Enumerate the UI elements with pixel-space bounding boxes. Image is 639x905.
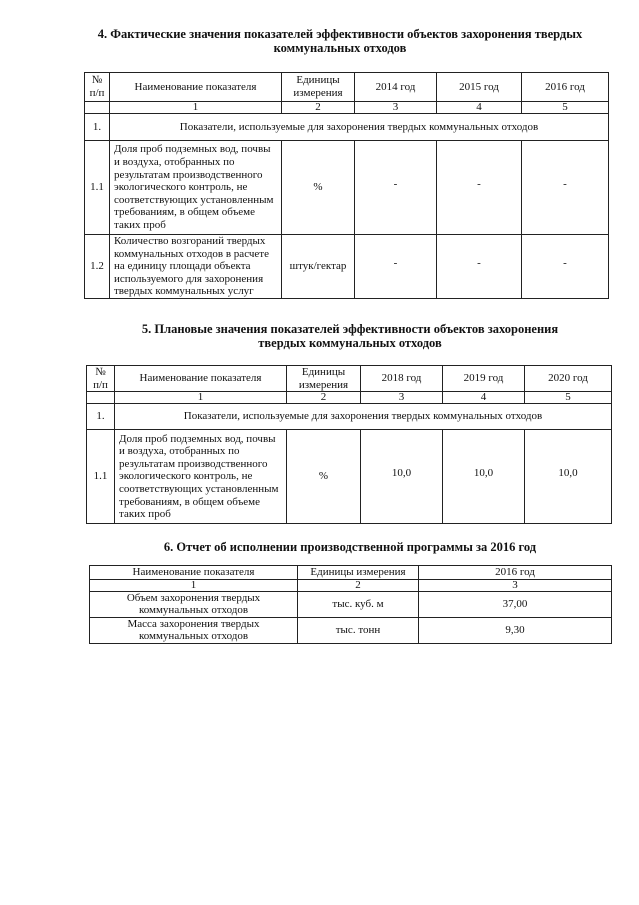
group-row	[87, 404, 612, 430]
col-header-unit: Единицы измерения	[282, 73, 355, 102]
index-cell: 4	[437, 102, 522, 114]
col-header-unit: Единицы измерения	[298, 566, 419, 580]
col-header-year: 2016 год	[419, 566, 612, 580]
row-value: -	[522, 235, 609, 299]
row-unit: тыс. тонн	[298, 617, 419, 643]
row-name: Масса захоронения твердых коммунальных отходов	[90, 617, 298, 643]
section4-title: 4. Фактические значения показателей эффективности объектов захоронения твердых коммунальных отходов	[97, 27, 583, 55]
group-num: 1.	[87, 404, 115, 430]
row-value: 10,0	[361, 430, 443, 524]
row-name: Объем захоронения твердых коммунальных отходов	[90, 591, 298, 617]
table-row	[90, 591, 612, 617]
col-header-year1: 2018 год	[361, 366, 443, 392]
col-header-name: Наименование показателя	[110, 73, 282, 102]
table-row	[85, 235, 609, 299]
group-label: Показатели, используемые для захоронения твердых коммунальных отходов	[115, 404, 612, 430]
section5-table	[86, 365, 612, 524]
row-name: Количество возгораний твердых коммунальных отходов в расчете на единицу площади объекта используемого для захоронения твердых коммунальных услуг	[110, 235, 282, 299]
col-header-year2: 2019 год	[443, 366, 525, 392]
row-value: -	[437, 235, 522, 299]
row-value: -	[355, 235, 437, 299]
index-cell: 3	[361, 392, 443, 404]
index-cell: 1	[90, 579, 298, 591]
section6-title: 6. Отчет об исполнении производственной программы за 2016 год	[163, 540, 537, 554]
row-value: -	[522, 141, 609, 235]
index-row	[87, 392, 612, 404]
section6-table	[89, 565, 612, 644]
row-unit: тыс. куб. м	[298, 591, 419, 617]
col-header-name: Наименование показателя	[90, 566, 298, 580]
index-cell: 2	[287, 392, 361, 404]
section4-table	[84, 72, 609, 299]
col-header-year1: 2014 год	[355, 73, 437, 102]
row-num: 1.1	[87, 430, 115, 524]
col-header-num: № п/п	[85, 73, 110, 102]
col-header-name: Наименование показателя	[115, 366, 287, 392]
row-unit: %	[287, 430, 361, 524]
table-header-row	[90, 566, 612, 580]
group-row	[85, 114, 609, 141]
row-value: 10,0	[443, 430, 525, 524]
section5-title: 5. Плановые значения показателей эффективности объектов захоронения твердых коммунальных отходов	[141, 322, 559, 350]
index-cell	[87, 392, 115, 404]
row-unit: %	[282, 141, 355, 235]
index-cell: 1	[110, 102, 282, 114]
col-header-num: № п/п	[87, 366, 115, 392]
row-num: 1.2	[85, 235, 110, 299]
group-label: Показатели, используемые для захоронения твердых коммунальных отходов	[110, 114, 609, 141]
col-header-year2: 2015 год	[437, 73, 522, 102]
table-row	[90, 617, 612, 643]
table-row	[87, 430, 612, 524]
table-header-row	[87, 366, 612, 392]
col-header-year3: 2020 год	[525, 366, 612, 392]
col-header-year3: 2016 год	[522, 73, 609, 102]
index-cell: 3	[419, 579, 612, 591]
table-header-row	[85, 73, 609, 102]
row-unit: штук/гектар	[282, 235, 355, 299]
table-row	[85, 141, 609, 235]
col-header-unit: Единицы измерения	[287, 366, 361, 392]
index-cell: 3	[355, 102, 437, 114]
row-name: Доля проб подземных вод, почвы и воздуха, отобранных по результатам производственного экологического контроль, не соответствующих установленным требованиям, в общем объеме таких проб	[115, 430, 287, 524]
index-cell: 5	[525, 392, 612, 404]
row-value: 10,0	[525, 430, 612, 524]
index-cell: 1	[115, 392, 287, 404]
row-value: 9,30	[419, 617, 612, 643]
index-cell: 5	[522, 102, 609, 114]
group-num: 1.	[85, 114, 110, 141]
row-name: Доля проб подземных вод, почвы и воздуха, отобранных по результатам производственного экологического контроль, не соответствующих установленным требованиям, в общем объеме таких проб	[110, 141, 282, 235]
row-num: 1.1	[85, 141, 110, 235]
index-cell: 2	[298, 579, 419, 591]
index-cell	[85, 102, 110, 114]
index-cell: 4	[443, 392, 525, 404]
index-row	[90, 579, 612, 591]
index-row	[85, 102, 609, 114]
row-value: -	[355, 141, 437, 235]
row-value: -	[437, 141, 522, 235]
index-cell: 2	[282, 102, 355, 114]
row-value: 37,00	[419, 591, 612, 617]
